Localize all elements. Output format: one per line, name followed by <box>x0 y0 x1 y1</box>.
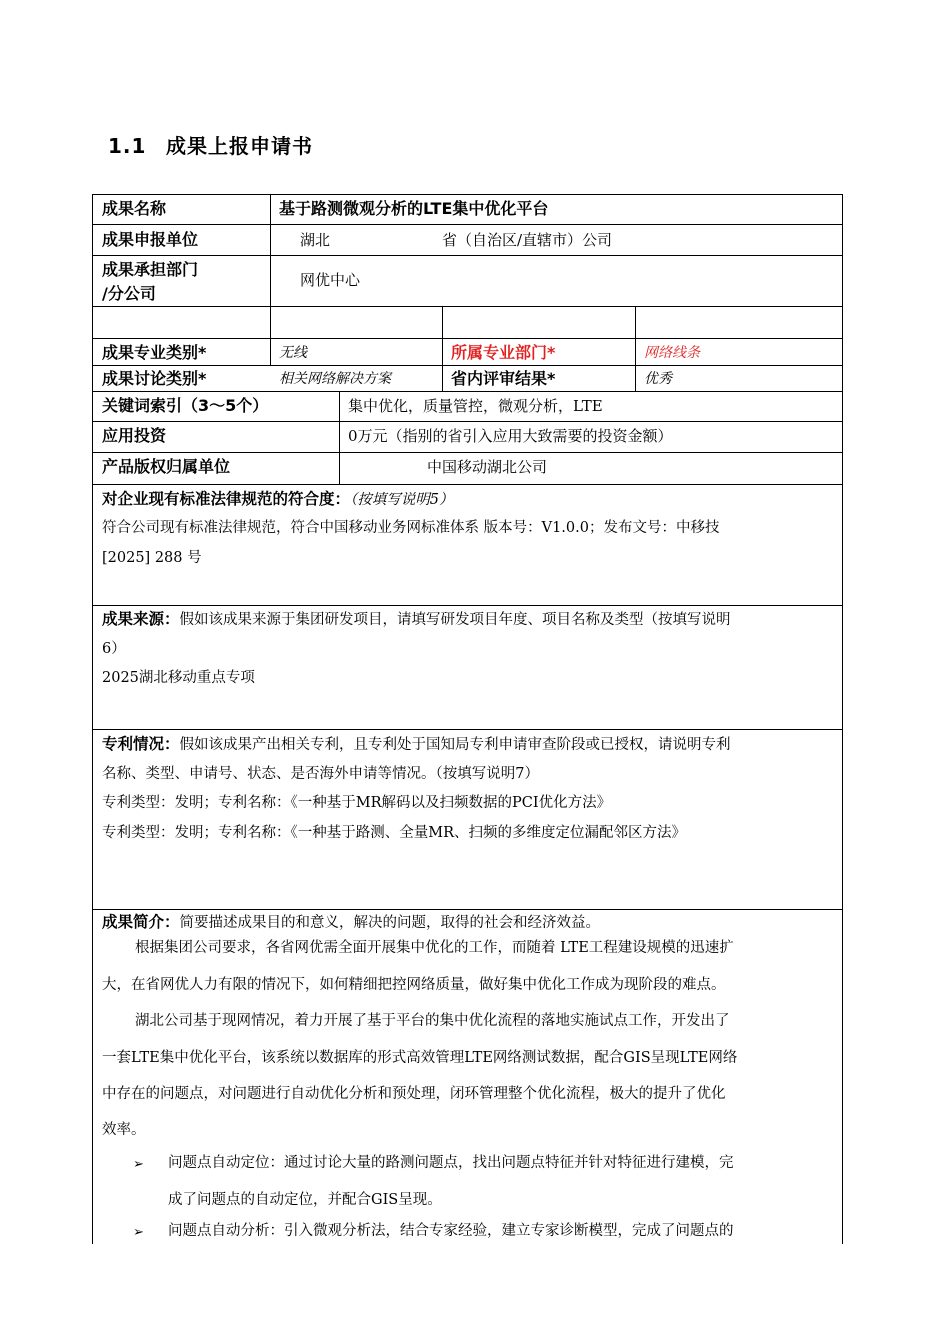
source-value: 2025湖北移动重点专项 <box>102 670 255 686</box>
patent-hint-line2: 名称、类型、申请号、状态、是否海外申请等情况。（按填写说明7） <box>102 766 539 782</box>
summary-hint: 简要描述成果目的和意义，解决的问题，取得的社会和经济效益。 <box>179 915 601 931</box>
application-form-table <box>92 194 843 1244</box>
compliance-heading <box>102 489 834 510</box>
source-hint-line1: 假如该成果来源于集团研发项目，请填写研发项目年度、项目名称及类型（按填写说明 <box>179 612 731 628</box>
patent-heading <box>102 734 834 755</box>
discussion-label: 成果讨论类别* <box>102 369 207 388</box>
bullet-arrow-icon: ➢ <box>133 1157 144 1172</box>
achievement-name-label: 成果名称 <box>102 199 167 218</box>
discussion-value: 相关网络解决方案 <box>279 371 391 387</box>
dept-category-value: 网络线条 <box>644 345 700 361</box>
source-label: 成果来源： <box>102 610 180 628</box>
applicant-unit-label: 成果申报单位 <box>102 230 199 249</box>
department-value: 网优中心 <box>300 271 361 289</box>
compliance-label: 对企业现有标准法律规范的符合度： <box>102 490 351 508</box>
review-result-value: 优秀 <box>644 371 672 387</box>
keywords-label: 关键词索引（3～5个） <box>102 396 269 415</box>
compliance-line1: 符合公司现有标准法律规范，符合中国移动业务网标准体系 版本号：V1.0.0；发布文号：中移技 <box>102 520 720 536</box>
source-heading <box>102 609 834 630</box>
section-title: 成果上报申请书 <box>166 134 313 158</box>
investment-value: 0万元（指别的省引入应用大致需要的投资金额） <box>348 427 673 445</box>
department-label-line2: /分公司 <box>102 284 156 303</box>
bullet-arrow-icon: ➢ <box>133 1225 144 1240</box>
section-heading <box>108 130 313 159</box>
copyright-value: 中国移动湖北公司 <box>427 458 548 476</box>
summary-p2-line4: 效率。 <box>102 1122 146 1138</box>
patent-item-2: 专利类型：发明；专利名称：《一种基于路测、全量MR、扫频的多维度定位漏配邻区方法》 <box>102 825 687 841</box>
compliance-line2: [2025] 288 号 <box>102 550 202 566</box>
category-label: 成果专业类别* <box>102 343 207 362</box>
achievement-name-value: 基于路测微观分析的LTE集中优化平台 <box>279 199 549 218</box>
summary-p2-line2: 一套LTE集中优化平台，该系统以数据库的形式高效管理LTE网络测试数据，配合GIS呈现LTE网络 <box>102 1050 738 1066</box>
patent-hint-line1: 假如该成果产出相关专利，且专利处于国知局专利申请审查阶段或已授权，请说明专利 <box>179 737 731 753</box>
summary-bullet1-line1: 问题点自动定位：通过讨论大量的路测问题点，找出问题点特征并针对特征进行建模，完 <box>168 1155 734 1171</box>
source-hint-line2: 6） <box>102 641 126 657</box>
compliance-hint: （按填写说明5） <box>350 492 454 508</box>
investment-label: 应用投资 <box>102 426 167 445</box>
summary-label: 成果简介： <box>102 913 180 931</box>
patent-item-1: 专利类型：发明；专利名称：《一种基于MR解码以及扫频数据的PCI优化方法》 <box>102 795 612 811</box>
summary-p2-line1: 湖北公司基于现网情况，着力开展了基于平台的集中优化流程的落地实施试点工作，开发出了 <box>135 1013 730 1029</box>
summary-p2-line3: 中存在的问题点，对问题进行自动优化分析和预处理，闭环管理整个优化流程，极大的提升了优化 <box>102 1086 726 1102</box>
applicant-unit-suffix: 省（自治区/直辖市）公司 <box>442 231 613 249</box>
applicant-province: 湖北 <box>300 231 331 249</box>
summary-p1-line1: 根据集团公司要求，各省网优需全面开展集中优化的工作，而随着 LTE工程建设规模的迅速扩 <box>135 940 734 956</box>
category-value: 无线 <box>279 345 307 361</box>
review-result-label: 省内评审结果* <box>451 369 556 388</box>
dept-category-label: 所属专业部门* <box>451 343 556 362</box>
summary-bullet2-line1: 问题点自动分析：引入微观分析法，结合专家经验，建立专家诊断模型，完成了问题点的 <box>168 1223 734 1239</box>
summary-p1-line2: 大，在省网优人力有限的情况下，如何精细把控网络质量，做好集中优化工作成为现阶段的难点。 <box>102 977 726 993</box>
copyright-label: 产品版权归属单位 <box>102 457 231 476</box>
section-number: 1.1 <box>108 134 147 158</box>
patent-label: 专利情况： <box>102 735 180 753</box>
keywords-value: 集中优化，质量管控，微观分析，LTE <box>348 397 603 415</box>
summary-bullet1-line2: 成了问题点的自动定位，并配合GIS呈现。 <box>168 1192 442 1208</box>
department-label-line1: 成果承担部门 <box>102 260 199 279</box>
